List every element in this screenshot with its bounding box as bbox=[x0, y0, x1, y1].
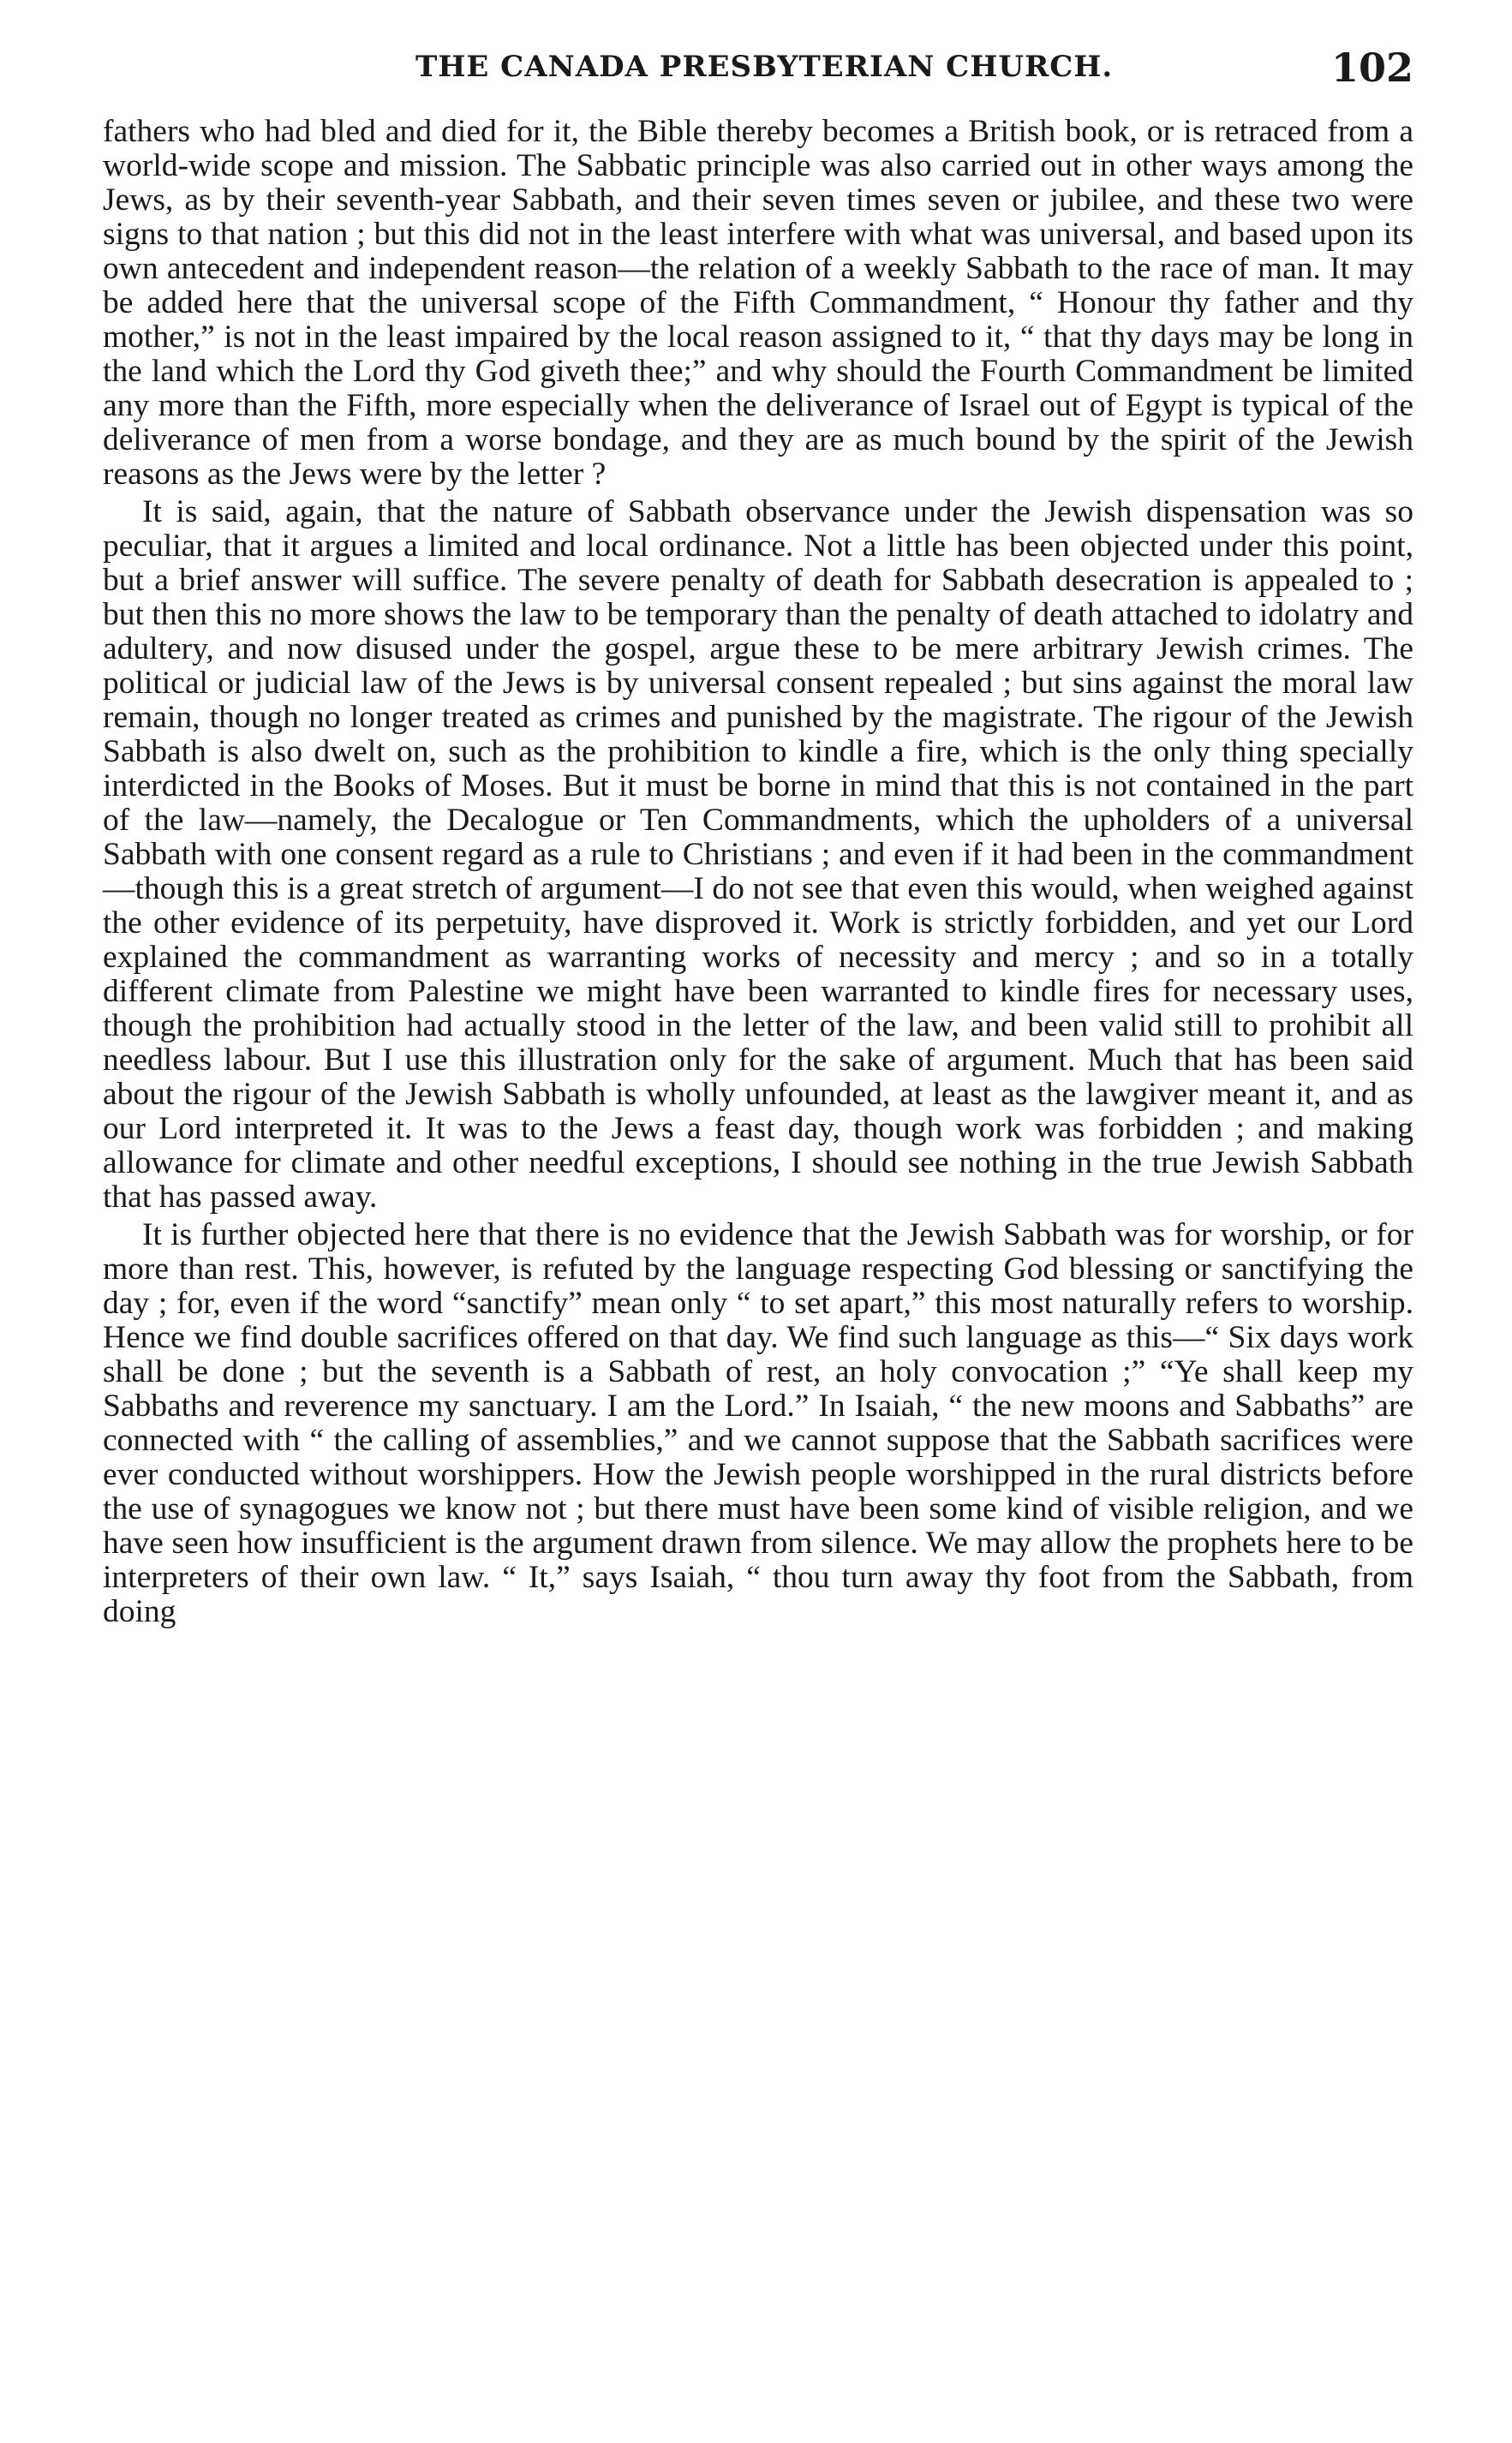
running-title: THE CANADA PRESBYTERIAN CHURCH. bbox=[415, 50, 1114, 84]
paragraph-sabbath-worship: It is further objected here that there is no evidence that the Jewish Sabbath was for worship, or for more than rest. This, however, is refuted by the language respecting God blessing or sanctifying the day ; for, even if the word “sanctify” mean only “ to set apart,” this most naturally refers to worship. Hence we find double sacrifices offered on that day. We find such language as this—“ Six days work shall be done ; but the seventh is a Sabbath of rest, an holy convocation ;” “Ye shall keep my Sabbaths and reverence my sanctuary. I am the Lord.” In Isaiah, “ the new moons and Sabbaths” are connected with “ the calling of assemblies,” and we cannot suppose that the Sabbath sacrifices were ever conducted without worshippers. How the Jewish people worshipped in the rural districts before the use of synagogues we know not ; but there must have been some kind of visible religion, and we have seen how insufficient is the argument drawn from silence. We may allow the prophets here to be interpreters of their own law. “ It,” says Isaiah, “ thou turn away thy foot from the Sabbath, from doing bbox=[103, 1217, 1413, 1629]
running-header bbox=[103, 45, 1413, 96]
page-number: 102 bbox=[1330, 45, 1413, 91]
body-text bbox=[103, 115, 1413, 1629]
paragraph-sabbath-observance: It is said, again, that the nature of Sabbath observance under the Jewish dispensation was so peculiar, that it argues a limited and local ordinance. Not a little has been objected under this point, but a brief answer will suffice. The severe penalty of death for Sabbath desecration is appealed to ; but then this no more shows the law to be temporary than the penalty of death attached to idolatry and adultery, and now disused under the gospel, argue these to be mere arbitrary Jewish crimes. The political or judicial law of the Jews is by universal consent repealed ; but sins against the moral law remain, though no longer treated as crimes and punished by the magistrate. The rigour of the Jewish Sabbath is also dwelt on, such as the prohibition to kindle a fire, which is the only thing specially interdicted in the Books of Moses. But it must be borne in mind that this is not contained in the part of the law—namely, the Decalogue or Ten Commandments, which the upholders of a universal Sabbath with one consent regard as a rule to Christians ; and even if it had been in the commandment—though this is a great stretch of argument—I do not see that even this would, when weighed against the other evidence of its perpetuity, have disproved it. Work is strictly forbidden, and yet our Lord explained the commandment as warranting works of necessity and mercy ; and so in a totally different climate from Palestine we might have been warranted to kindle fires for necessary uses, though the prohibition had actually stood in the letter of the law, and been valid still to prohibit all needless labour. But I use this illustration only for the sake of argument. Much that has been said about the rigour of the Jewish Sabbath is wholly unfounded, at least as the lawgiver meant it, and as our Lord interpreted it. It was to the Jews a feast day, though work was forbidden ; and making allowance for climate and other needful exceptions, I should see nothing in the true Jewish Sabbath that has passed away. bbox=[103, 494, 1413, 1215]
paragraph-continuation: fathers who had bled and died for it, the Bible thereby becomes a British book, or is retraced from a world-wide scope and mission. The Sabbatic principle was also carried out in other ways among the Jews, as by their seventh-year Sabbath, and their seven times seven or jubilee, and these two were signs to that nation ; but this did not in the least interfere with what was universal, and based upon its own antecedent and independent reason—the relation of a weekly Sabbath to the race of man. It may be added here that the universal scope of the Fifth Commandment, “ Honour thy father and thy mother,” is not in the least impaired by the local reason assigned to it, “ that thy days may be long in the land which the Lord thy God giveth thee;” and why should the Fourth Commandment be limited any more than the Fifth, more especially when the deliverance of Israel out of Egypt is typical of the deliverance of men from a worse bondage, and they are as much bound by the spirit of the Jewish reasons as the Jews were by the letter ? bbox=[103, 114, 1413, 492]
document-page bbox=[103, 45, 1413, 1629]
